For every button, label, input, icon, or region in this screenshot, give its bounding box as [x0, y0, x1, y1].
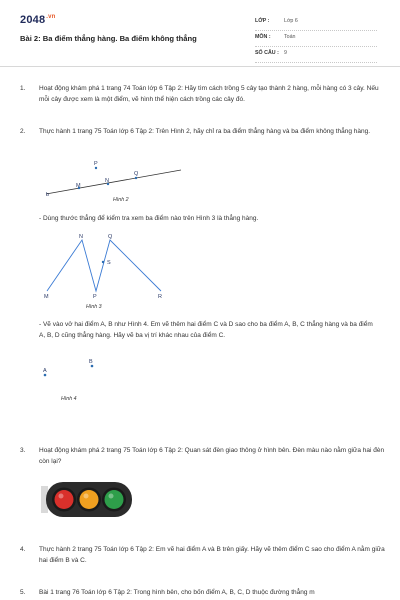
question-number: 3.: [20, 447, 26, 454]
meta-table: [255, 15, 377, 63]
meta-row-class: [255, 15, 377, 31]
logo-main: 2048: [20, 14, 46, 26]
label-N: N: [79, 234, 83, 240]
meta-label: SỐ CÂU :: [255, 50, 279, 56]
question-text: Hoạt động khám phá 2 trang 75 Toán lớp 6 Tập 2: Quan sát đèn giao thông ở hình bên. Đèn màu nào nằm giữa hai đèn còn lại?: [39, 447, 385, 465]
figure-3: [0, 228, 400, 303]
meta-value: Toán: [284, 34, 296, 40]
question-2-sub-2: - Vẽ vào vở hai điểm A, B như Hình 4. Em vẽ thêm hai điểm C và D sao cho ba điểm A, B, C thẳng hàng và ba điểm A, B, D cũng thẳng hàng. Hãy vẽ ba vị trí khác nhau của điểm C.: [39, 321, 373, 339]
label-Q: Q: [134, 171, 139, 177]
question-text: Thực hành 1 trang 75 Toán lớp 6 Tập 2: Trên Hình 2, hãy chỉ ra ba điểm thẳng hàng và ba điểm không thẳng hàng.: [39, 128, 371, 135]
caption-figure-4: Hình 4: [61, 396, 77, 402]
label-M: M: [44, 294, 49, 300]
question-text: Thực hành 2 trang 75 Toán lớp 6 Tập 2: Em vẽ hai điểm A và B trên giấy. Hãy vẽ thêm điểm C sao cho điểm A nằm giữa hai điểm B và C.: [39, 546, 385, 564]
label-P: P: [93, 294, 97, 300]
question-number: 1.: [20, 85, 26, 92]
label-N: N: [105, 178, 109, 184]
question-text: Bài 1 trang 76 Toán lớp 6 Tập 2: Trong hình bên, cho bốn điểm A, B, C, D thuộc đường thẳng m: [39, 589, 315, 596]
meta-row-subject: [255, 31, 377, 47]
page-title: Bài 2: Ba điểm thẳng hàng. Ba điểm không thẳng: [20, 34, 197, 43]
label-b: b: [46, 192, 50, 198]
site-logo[interactable]: [20, 14, 56, 26]
label-R: R: [158, 294, 162, 300]
figure-4: [0, 352, 400, 382]
caption-figure-3: Hình 3: [86, 304, 102, 310]
label-A: A: [43, 368, 47, 374]
label-S: S: [107, 260, 111, 266]
label-M: M: [76, 183, 81, 189]
meta-label: LỚP :: [255, 18, 270, 24]
question-number: 2.: [20, 128, 26, 135]
meta-label: MÔN :: [255, 34, 271, 40]
meta-value: 9: [284, 50, 287, 56]
label-B: B: [89, 359, 93, 365]
question-number: 5.: [20, 589, 26, 596]
label-Q: Q: [108, 234, 113, 240]
meta-row-count: [255, 47, 377, 63]
logo-suffix: .vn: [46, 14, 56, 21]
figure-2: [0, 150, 400, 210]
label-P: P: [94, 161, 98, 167]
traffic-light-image: [41, 482, 132, 517]
worksheet-header: [0, 0, 400, 67]
caption-figure-2: Hình 2: [113, 197, 129, 203]
question-2-sub-1: - Dùng thước thẳng để kiểm tra xem ba điểm nào trên Hình 3 là thẳng hàng.: [39, 215, 259, 222]
question-number: 4.: [20, 546, 26, 553]
question-text: Hoạt động khám phá 1 trang 74 Toán lớp 6 Tập 2: Hãy tìm cách trồng 5 cây tạo thành 2 hàng, mỗi hàng có 3 cây. Nếu mỗi cây được xem là một điểm, vẽ hình thể hiện cách trồng các cây đó.: [39, 85, 379, 103]
meta-value: Lớp 6: [284, 18, 298, 24]
